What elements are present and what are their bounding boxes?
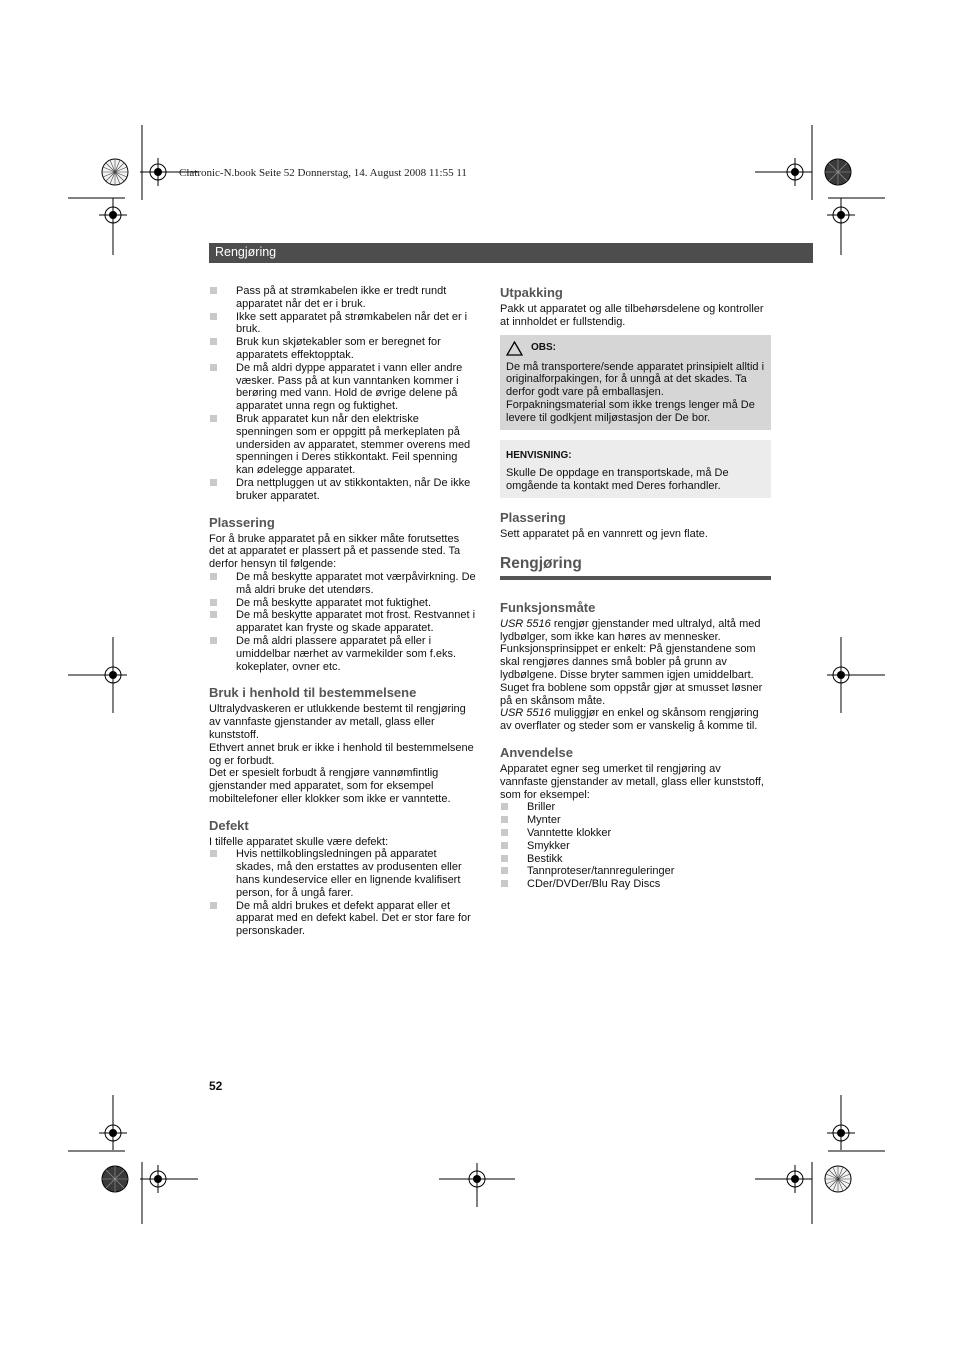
bruk-paragraph: Det er spesielt forbudt å rengjøre vannømfintlig gjenstander med apparatet, som for eksempel mobiltelefoner eller klokker som ikke er vanntette. [209, 767, 451, 805]
print-info: Clatronic-N.book Seite 52 Donnerstag, 14. August 2008 11:55 11 [179, 167, 467, 179]
anvendelse-text: Apparatet egner seg umerket til rengjøring av vannfaste gjenstander av metall, glass eller kunststoff, som for eksempel: [500, 762, 764, 801]
obs-label: OBS: [531, 341, 556, 353]
funksjonsmate-paragraph [500, 707, 771, 733]
list-item: Tannproteser/tannreguleringer [500, 865, 771, 878]
obs-text: De må transportere/sende apparatet prinsipielt alltid i originalforpakingen, for å unngå at det skades. Ta derfor godt vare på emballasjen. Forpakningsmaterial som ikke trengs lenger må De levere til godkjent miljøstasjon der De bor. [506, 360, 765, 424]
list-item: De må beskytte apparatet mot værpåvirkning. De må aldri bruke det utendørs. [209, 571, 477, 597]
funksjonsmate-text: muliggjør en enkel og skånsom rengjøring av overflater og steder som er vanskelig å komme til. [500, 707, 759, 733]
defekt-heading: Defekt [209, 817, 249, 833]
funksjonsmate-heading: Funksjonsmåte [500, 599, 596, 615]
list-item: CDer/DVDer/Blu Ray Discs [500, 878, 771, 891]
list-item: Dra nettpluggen ut av stikkontakten, når De ikke bruker apparatet. [209, 477, 477, 503]
funksjonsmate-text: rengjør gjenstander med ultralyd, altå med lydbølger, som ikke kan høres av mennesker. Funksjonsprinsippet er enkelt: På gjenstandene som skal rengjøres dannes små bobler på grunn av lydbølgene. Disse bryter sammen igjen umiddelbart. Suget fra boblene som oppstår gjør at smusset løsner på en skånsom måte. [500, 617, 763, 707]
list-item: De må aldri plassere apparatet på eller i umiddelbar nærhet av varmekilder som f.eks. kokeplater, ovner etc. [209, 635, 477, 673]
utpakking-text: Pakk ut apparatet og alle tilbehørsdelene og kontroller at innholdet er fullstendig. [500, 303, 764, 328]
warning-triangle-icon [506, 341, 523, 356]
list-item: Hvis nettilkoblingsledningen på apparatet skades, må den erstattes av produsenten eller hans kundeservice eller en lignende kvalifisert person, for å ungå farer. [209, 848, 477, 899]
list-item: Vanntette klokker [500, 827, 771, 840]
list-item: Smykker [500, 840, 771, 853]
henvisning-text: Skulle De oppdage en transportskade, må De omgående ta kontakt med Deres forhandler. [506, 467, 729, 493]
list-item: Bruk apparatet kun når den elektriske spenningen som er oppgitt på merkeplaten på undersiden av apparatet, stemmer overens med spenningen i Deres stikkontakt. Feil spenning kan ødelegge apparatet. [209, 413, 477, 477]
anvendelse-heading: Anvendelse [500, 744, 573, 760]
page-number: 52 [209, 1079, 223, 1093]
plassering-text-right: Sett apparatet på en vannrett og jevn flate. [500, 527, 708, 540]
obs-header [506, 341, 765, 356]
defekt-bullet-list [209, 848, 477, 938]
section-header-bar [209, 243, 813, 263]
rengjoring-section-title: Rengjøring [500, 555, 771, 580]
model-name: USR 5516 [500, 707, 551, 720]
henvisning-label: HENVISNING: [506, 449, 572, 461]
bruk-heading: Bruk i henhold til bestemmelsene [209, 685, 417, 701]
safety-bullet-list [209, 285, 477, 503]
list-item: Briller [500, 801, 771, 814]
list-item: De må beskytte apparatet mot fuktighet. [209, 597, 477, 610]
model-name: USR 5516 [500, 617, 551, 630]
plassering-text: For å bruke apparatet på en sikker måte forutsettes det at apparatet er plassert på et passende sted. Ta derfor hensyn til følgende: [209, 532, 461, 571]
henvisning-notice-box [500, 440, 771, 498]
list-item: De må beskytte apparatet mot frost. Restvannet i apparatet kan fryste og skade apparatet. [209, 609, 477, 635]
list-item: Mynter [500, 814, 771, 827]
defekt-text: I tilfelle apparatet skulle være defekt: [209, 835, 389, 848]
plassering-heading-right: Plassering [500, 509, 566, 525]
bruk-paragraph: Ethvert annet bruk er ikke i henhold til bestemmelsene og er forbudt. [209, 741, 474, 767]
funksjonsmate-paragraph [500, 618, 771, 708]
list-item: Ikke sett apparatet på strømkabelen når det er i bruk. [209, 311, 477, 337]
left-column [209, 285, 477, 938]
list-item: Bruk kun skjøtekabler som er beregnet for apparatets effektopptak. [209, 336, 477, 362]
obs-notice-box [500, 335, 771, 430]
plassering-bullet-list [209, 571, 477, 673]
list-item: De må aldri brukes et defekt apparat eller et apparat med en defekt kabel. Det er stor fare for personskader. [209, 900, 477, 938]
right-column [500, 285, 771, 891]
list-item: De må aldri dyppe apparatet i vann eller andre væsker. Pass på at kun vanntanken kommer i berøring med vann. Hold de øvrige delene på apparatet unna regn og fuktighet. [209, 362, 477, 413]
anvendelse-bullet-list [500, 801, 771, 891]
utpakking-heading: Utpakking [500, 285, 563, 300]
plassering-heading: Plassering [209, 514, 275, 530]
list-item: Bestikk [500, 853, 771, 866]
section-header-label: Rengjøring [215, 245, 277, 259]
bruk-paragraph: Ultralydvaskeren er utlukkende bestemt til rengjøring av vannfaste gjenstander av metall, glass eller kunststoff. [209, 703, 466, 741]
list-item: Pass på at strømkabelen ikke er tredt rundt apparatet når det er i bruk. [209, 285, 477, 311]
